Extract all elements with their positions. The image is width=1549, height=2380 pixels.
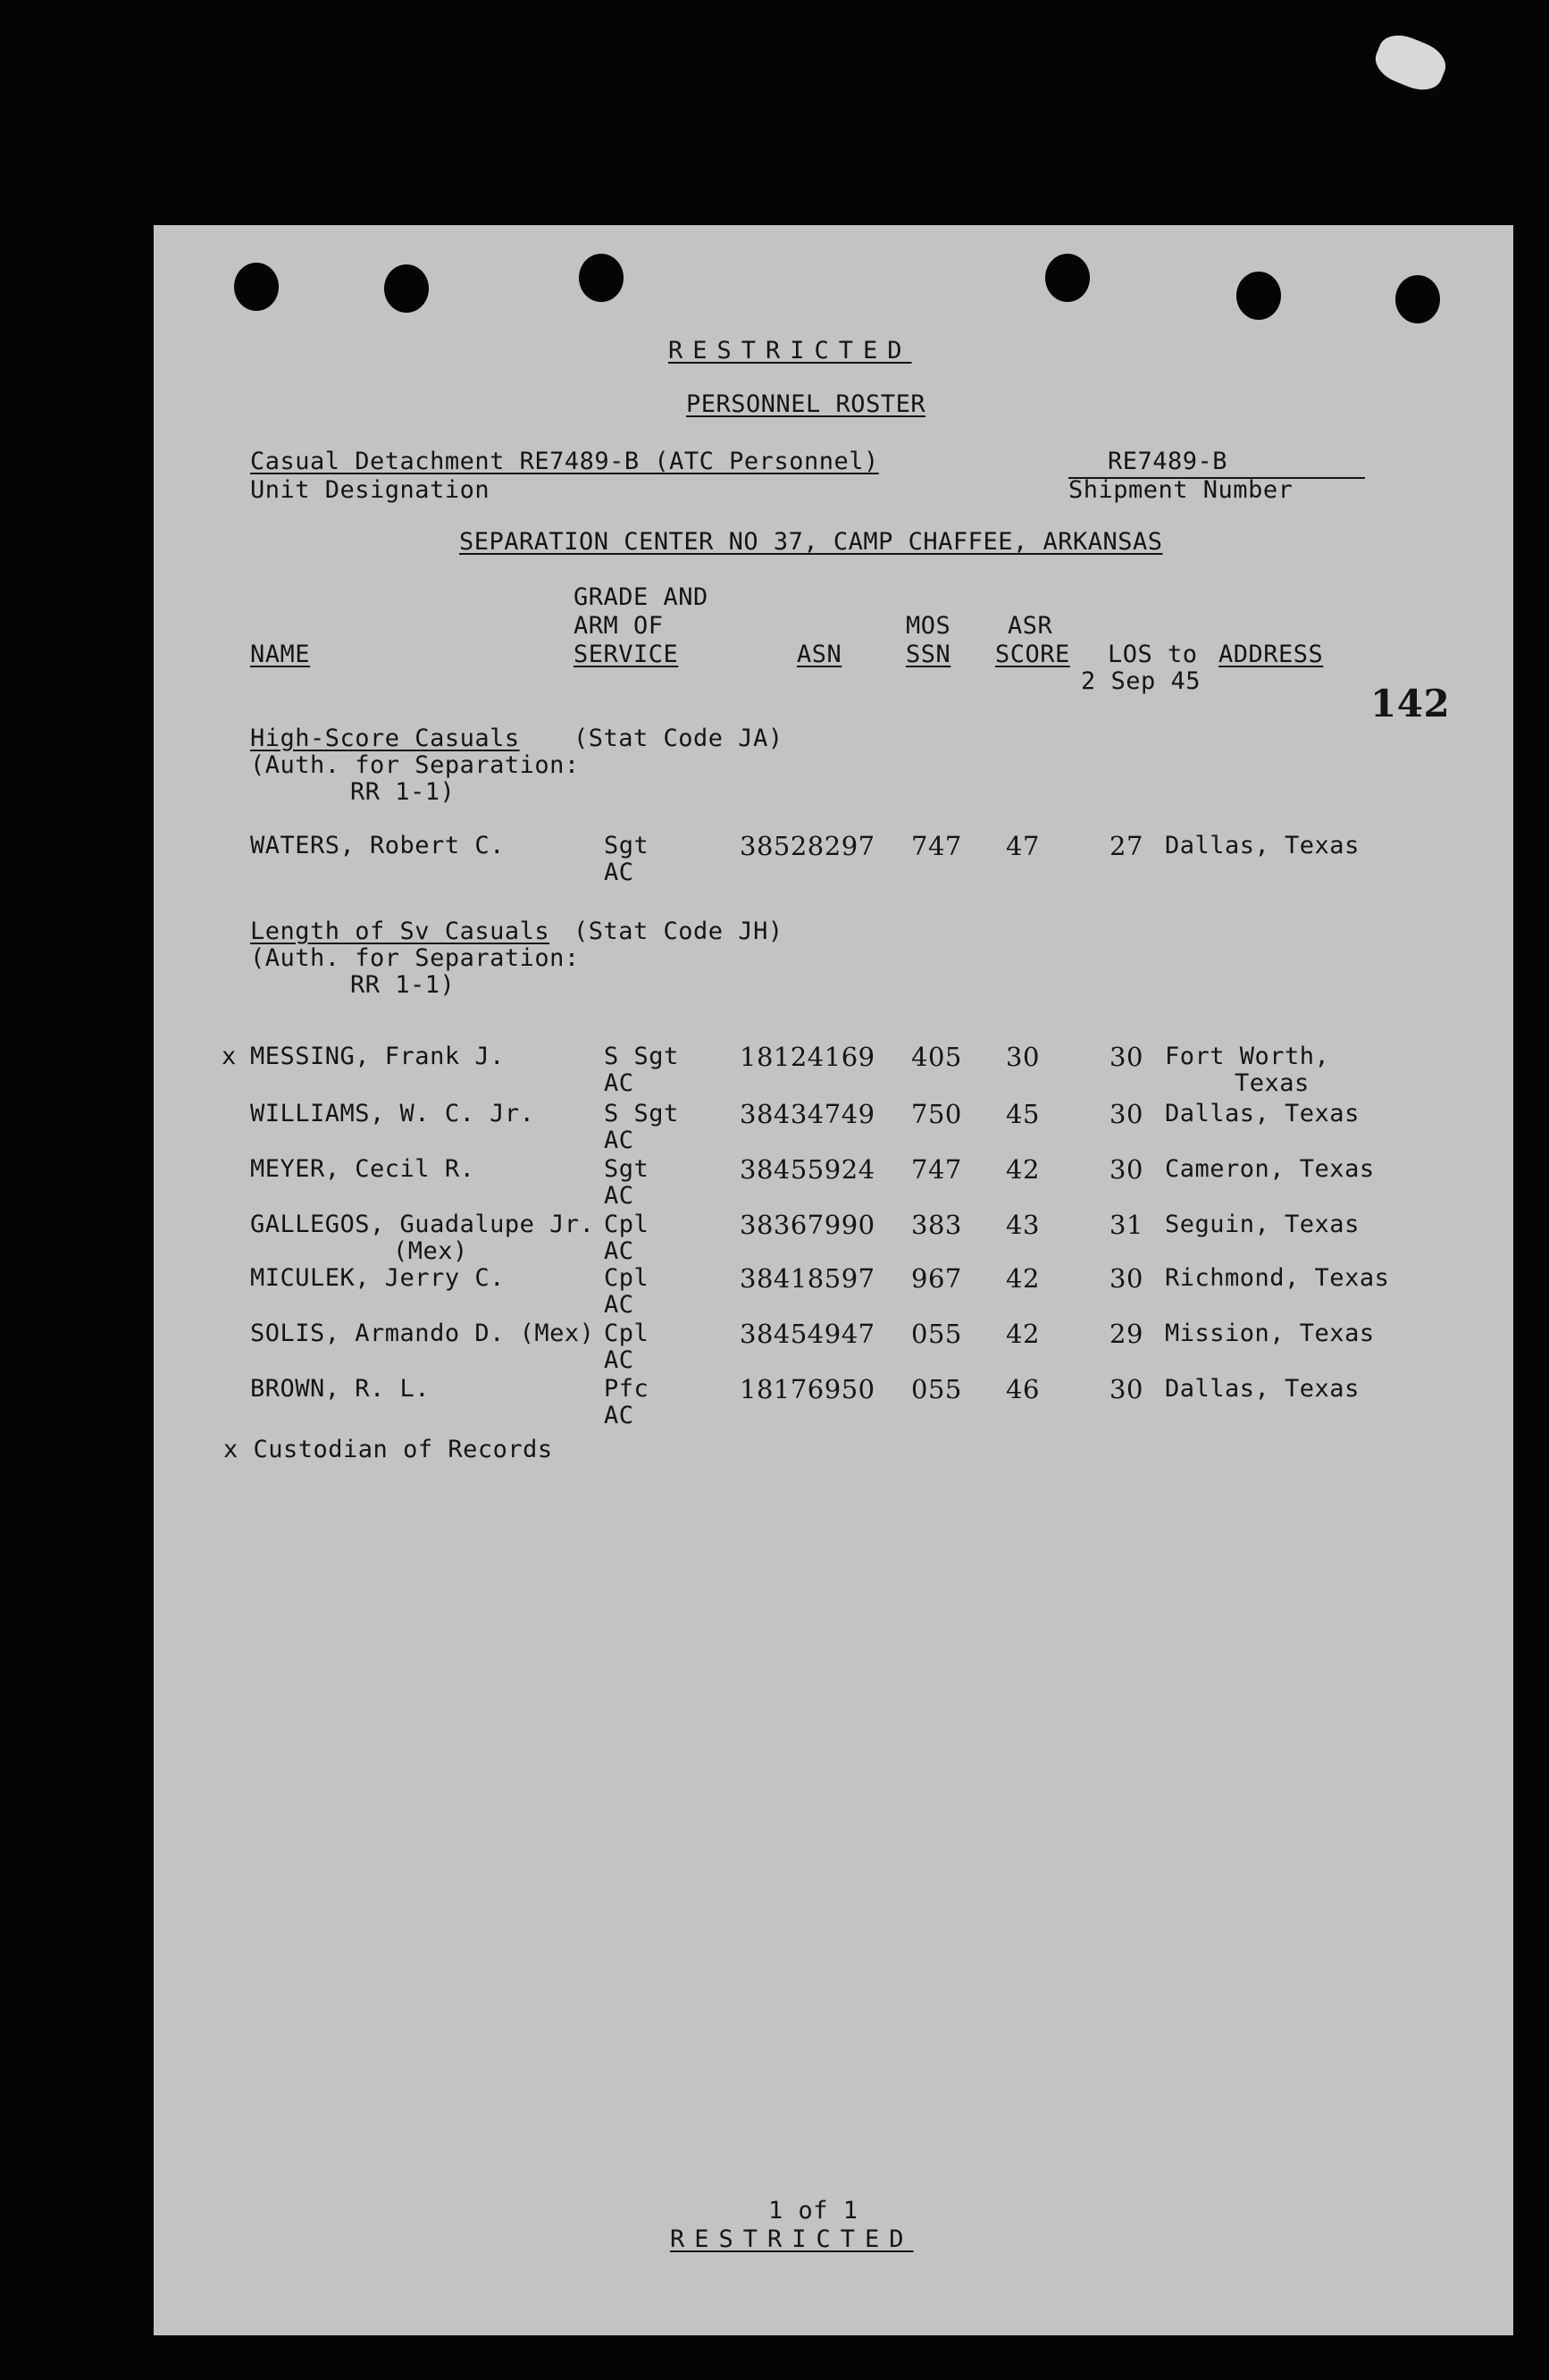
section-title: High-Score Casuals (250, 725, 520, 752)
cell-asn: 18176950 (740, 1374, 875, 1404)
cell-address: Seguin, Texas (1165, 1211, 1360, 1238)
cell-asr: 42 (1006, 1263, 1040, 1294)
cell-name: WILLIAMS, W. C. Jr. (250, 1100, 535, 1127)
cell-asn: 38367990 (740, 1210, 875, 1240)
scan-speck (1369, 28, 1452, 96)
unit-designation-value: Casual Detachment RE7489-B (ATC Personnel) (250, 448, 879, 475)
section-auth: (Auth. for Separation: (250, 751, 580, 779)
cell-asr: 30 (1006, 1042, 1040, 1072)
cell-address: Dallas, Texas (1165, 1100, 1360, 1127)
cell-mos: 055 (911, 1319, 962, 1349)
cell-grade: Cpl (604, 1264, 649, 1292)
col-los-line1: LOS to (1108, 641, 1198, 668)
col-asr-line2: SCORE (995, 641, 1070, 668)
cell-los: 30 (1109, 1374, 1143, 1404)
section-auth-ref: RR 1-1) (350, 971, 456, 999)
cell-los: 30 (1109, 1099, 1143, 1129)
cell-grade: Sgt (604, 1155, 649, 1183)
cell-los: 31 (1109, 1210, 1143, 1240)
col-grade-line2: ARM OF (574, 612, 664, 640)
col-grade-line3: SERVICE (574, 641, 679, 668)
col-mos-line2: SSN (906, 641, 951, 668)
cell-address: Cameron, Texas (1165, 1155, 1375, 1183)
footnote: x Custodian of Records (223, 1436, 553, 1463)
cell-grade: S Sgt (604, 1043, 679, 1070)
col-grade-line1: GRADE AND (574, 583, 708, 611)
cell-arm: AC (604, 1402, 634, 1429)
cell-asn: 18124169 (740, 1042, 875, 1072)
cell-name: BROWN, R. L. (250, 1375, 431, 1403)
document-page (154, 225, 1513, 2335)
cell-mos: 405 (911, 1042, 962, 1072)
cell-mos: 383 (911, 1210, 962, 1240)
cell-mos: 747 (911, 831, 962, 861)
cell-address: Dallas, Texas (1165, 1375, 1360, 1403)
cell-los: 27 (1109, 831, 1143, 861)
col-address: ADDRESS (1218, 641, 1324, 668)
cell-arm: AC (604, 1127, 634, 1154)
unit-designation-label: Unit Designation (250, 476, 490, 504)
cell-grade: Cpl (604, 1211, 649, 1238)
cell-grade: Cpl (604, 1320, 649, 1347)
page-of: 1 of 1 (768, 2197, 858, 2225)
col-asr-line1: ASR (1008, 612, 1053, 640)
col-los-line2: 2 Sep 45 (1081, 667, 1202, 695)
col-asn: ASN (797, 641, 842, 668)
cell-los: 29 (1109, 1319, 1143, 1349)
shipment-number-label: Shipment Number (1068, 476, 1294, 504)
cell-grade: S Sgt (604, 1100, 679, 1127)
cell-asr: 43 (1006, 1210, 1040, 1240)
classification-bottom: RESTRICTED (670, 2225, 914, 2253)
cell-asn: 38418597 (740, 1263, 875, 1294)
cell-asr: 42 (1006, 1154, 1040, 1185)
punch-hole (1395, 275, 1440, 323)
cell-address: Dallas, Texas (1165, 832, 1360, 859)
cell-los: 30 (1109, 1154, 1143, 1185)
cell-mos: 750 (911, 1099, 962, 1129)
cell-arm: AC (604, 859, 634, 886)
cell-arm: AC (604, 1182, 634, 1210)
cell-name: MICULEK, Jerry C. (250, 1264, 505, 1292)
cell-arm: AC (604, 1069, 634, 1097)
roster-title: PERSONNEL ROSTER (686, 390, 926, 418)
cell-name: WATERS, Robert C. (250, 832, 505, 859)
cell-asn: 38528297 (740, 831, 875, 861)
cell-grade: Sgt (604, 832, 649, 859)
cell-asn: 38454947 (740, 1319, 875, 1349)
page-number: 142 (1370, 682, 1451, 725)
cell-mos: 747 (911, 1154, 962, 1185)
cell-name-note: (Mex) (393, 1237, 468, 1265)
cell-mos: 055 (911, 1374, 962, 1404)
cell-name: GALLEGOS, Guadalupe Jr. (250, 1211, 595, 1238)
cell-mos: 967 (911, 1263, 962, 1294)
punch-hole (234, 263, 279, 311)
cell-address: Richmond, Texas (1165, 1264, 1390, 1292)
section-auth: (Auth. for Separation: (250, 944, 580, 972)
classification-top: RESTRICTED (668, 337, 912, 365)
punch-hole (384, 264, 429, 313)
cell-address: Mission, Texas (1165, 1320, 1375, 1347)
cell-asr: 47 (1006, 831, 1040, 861)
cell-los: 30 (1109, 1263, 1143, 1294)
cell-name: MEYER, Cecil R. (250, 1155, 475, 1183)
section-auth-ref: RR 1-1) (350, 778, 456, 806)
cell-name: SOLIS, Armando D. (Mex) (250, 1320, 595, 1347)
separation-center: SEPARATION CENTER NO 37, CAMP CHAFFEE, ARKANSAS (459, 528, 1163, 556)
cell-asn: 38434749 (740, 1099, 875, 1129)
shipment-number-value: RE7489-B (1108, 448, 1228, 475)
section-stat-code: (Stat Code JH) (574, 918, 783, 945)
cell-asr: 46 (1006, 1374, 1040, 1404)
cell-address-line2: Texas (1235, 1069, 1310, 1097)
cell-asr: 42 (1006, 1319, 1040, 1349)
col-mos-line1: MOS (906, 612, 951, 640)
cell-asr: 45 (1006, 1099, 1040, 1129)
punch-hole (579, 254, 624, 302)
cell-arm: AC (604, 1291, 634, 1319)
col-name: NAME (250, 641, 311, 668)
punch-hole (1045, 254, 1090, 302)
section-title: Length of Sv Casuals (250, 918, 550, 945)
punch-hole (1236, 272, 1281, 320)
section-stat-code: (Stat Code JA) (574, 725, 783, 752)
cell-name: MESSING, Frank J. (250, 1043, 505, 1070)
cell-asn: 38455924 (740, 1154, 875, 1185)
cell-grade: Pfc (604, 1375, 649, 1403)
cell-address: Fort Worth, (1165, 1043, 1330, 1070)
cell-arm: AC (604, 1346, 634, 1374)
cell-arm: AC (604, 1237, 634, 1265)
cell-mark: x (222, 1043, 237, 1070)
cell-los: 30 (1109, 1042, 1143, 1072)
